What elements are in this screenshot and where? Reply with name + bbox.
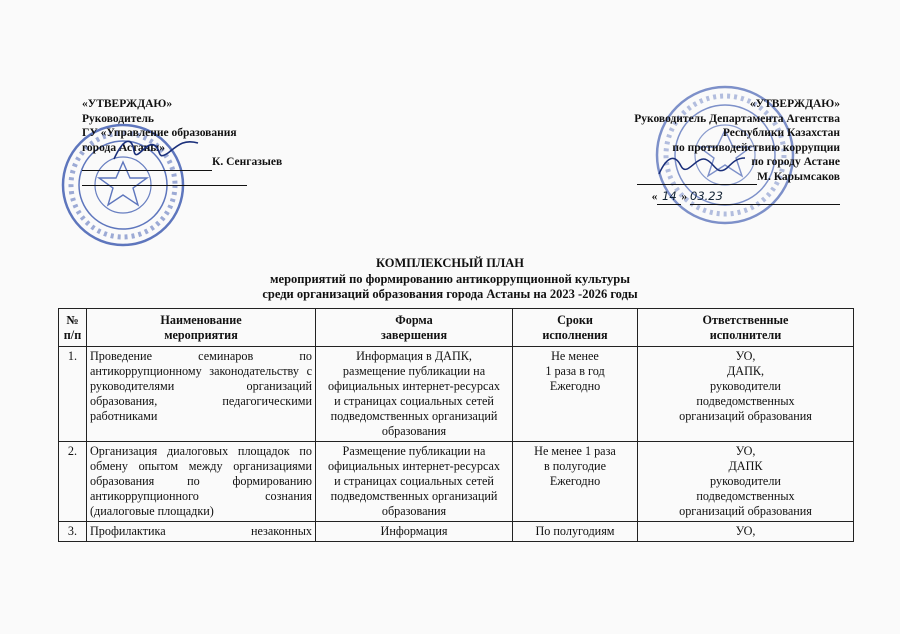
left-handwritten-signature: [112, 133, 202, 167]
header-deadline: Сроки исполнения: [513, 309, 638, 347]
date-quote-open: «: [651, 191, 658, 203]
row-num: 2.: [59, 442, 87, 522]
row-responsible: УО, ДАПК, руководители подведомственных организаций образования: [638, 347, 854, 442]
right-approval-block: [634, 97, 840, 205]
right-handwritten-signature: [657, 150, 747, 182]
row-deadline: Не менее 1 раза в полугодие Ежегодно: [513, 442, 638, 522]
plan-table: [58, 308, 854, 542]
left-approval-line1: Руководитель: [82, 112, 154, 125]
right-approval-line4: по городу Астане: [751, 156, 840, 168]
left-date-line: [82, 171, 282, 187]
left-signature-line: [82, 155, 212, 171]
title-line1: КОМПЛЕКСНЫЙ ПЛАН: [375, 256, 525, 270]
row-name: Профилактика незаконных: [87, 522, 316, 542]
left-approval-line2: ГУ «Управление образования: [82, 127, 237, 139]
right-approval-name: М. Карымсаков: [757, 170, 840, 183]
header-responsible: Ответственные исполнители: [638, 309, 854, 347]
row-num: 1.: [59, 347, 87, 442]
date-quote-close: »: [681, 191, 688, 203]
right-signature-row: [634, 170, 840, 186]
table-header-row: [59, 309, 854, 347]
row-form: Информация в ДАПК, размещение публикации на официальных интернет-ресурсах и страницах социальных сетей подведомственных организаций образования: [316, 347, 513, 442]
left-approval-line3: города Астаны»: [82, 141, 165, 154]
row-name: Организация диалоговых площадок по обмену опытом между организациями образования по формированию антикоррупционного сознания (диалоговые площадки): [87, 442, 316, 522]
date-month: 03.23: [690, 189, 840, 205]
document-title: [0, 256, 900, 303]
right-approval-line2: Республики Казахстан: [722, 127, 840, 139]
left-approval-name: К. Сенгазыев: [212, 156, 283, 168]
row-num: 3.: [59, 522, 87, 542]
right-approval-line3: по противодействию коррупции: [672, 141, 840, 154]
right-date-row: [634, 189, 840, 205]
left-signature-row: [82, 155, 282, 171]
row-form: Информация: [316, 522, 513, 542]
left-approval-heading: «УТВЕРЖДАЮ»: [82, 98, 173, 110]
table-row: [59, 522, 854, 542]
date-day: 14: [657, 189, 681, 205]
right-approval-line1: Руководитель Департамента Агентства: [634, 112, 840, 125]
header-name: Наименование мероприятия: [87, 309, 316, 347]
right-approval-heading: «УТВЕРЖДАЮ»: [749, 98, 840, 110]
row-responsible: УО,: [638, 522, 854, 542]
right-signature-line: [637, 170, 757, 186]
row-deadline: По полугодиям: [513, 522, 638, 542]
table-row: [59, 442, 854, 522]
row-name: Проведение семинаров по антикоррупционному законодательству с руководителями организаций образования, педагогическими работниками: [87, 347, 316, 442]
table-row: [59, 347, 854, 442]
left-approval-block: [82, 97, 282, 186]
header-form: Форма завершения: [316, 309, 513, 347]
header-num: № п/п: [59, 309, 87, 347]
row-deadline: Не менее 1 раза в год Ежегодно: [513, 347, 638, 442]
row-responsible: УО, ДАПК руководители подведомственных организаций образования: [638, 442, 854, 522]
title-line2: мероприятий по формированию антикоррупционной культуры: [270, 271, 630, 286]
row-form: Размещение публикации на официальных интернет-ресурсах и страницах социальных сетей подведомственных организаций образования: [316, 442, 513, 522]
title-line3: среди организаций образования города Астаны на 2023 -2026 годы: [262, 287, 638, 301]
